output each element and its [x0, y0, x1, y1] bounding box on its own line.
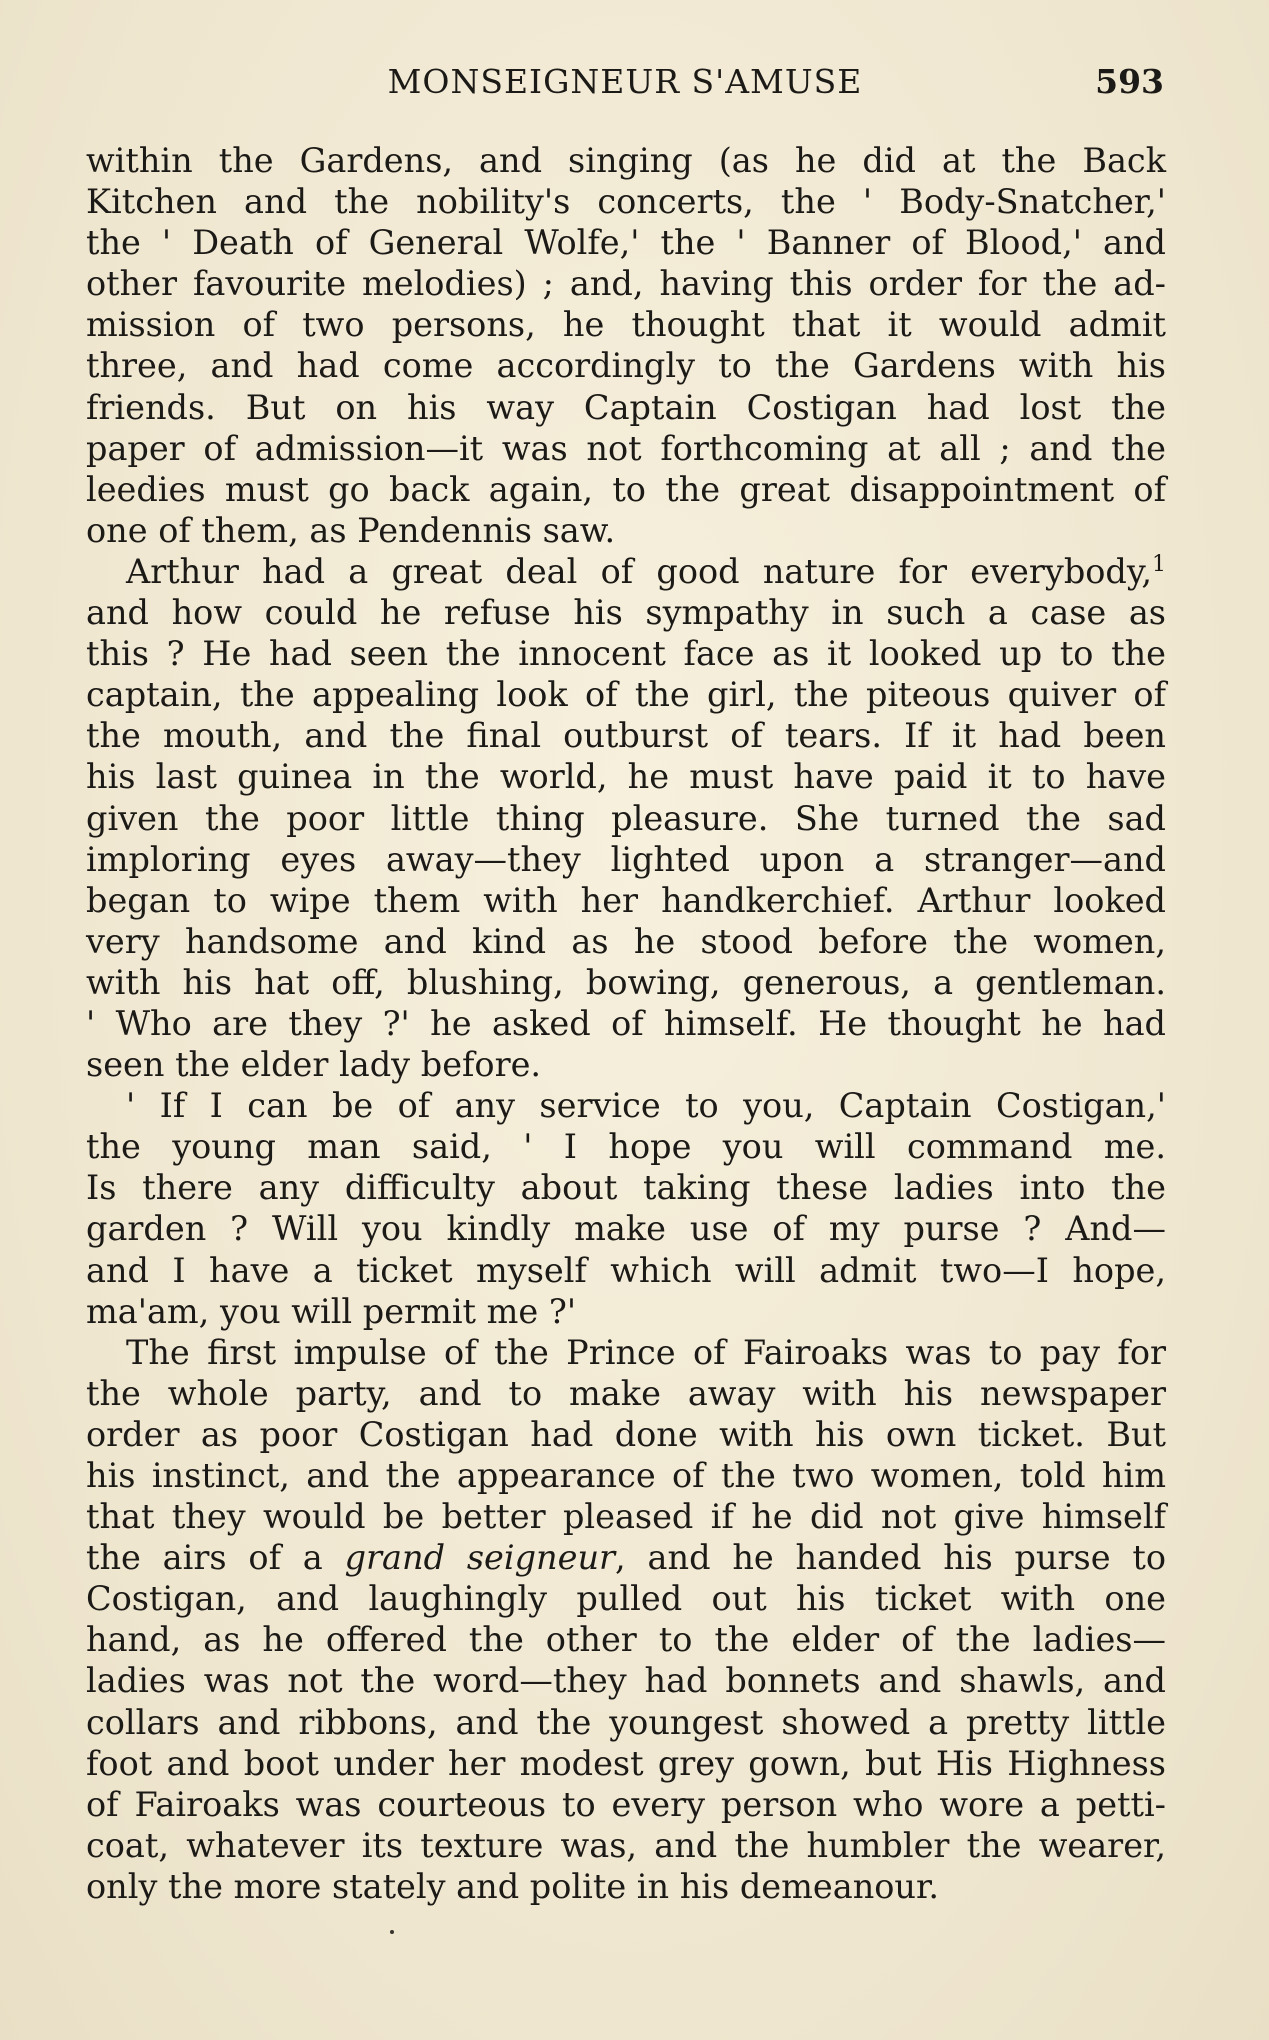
text-line: friends. But on his way Captain Costigan had lost the [86, 387, 1166, 427]
text-line: seen the elder lady before. [86, 1045, 542, 1085]
line-text: , and he handed his purse to [615, 1538, 1167, 1578]
running-title: MONSEIGNEUR S'AMUSE [387, 62, 863, 101]
text-line: imploring eyes away—they lighted upon a stranger—and [86, 839, 1166, 879]
text-line: with his hat off, blushing, bowing, generous, a gentleman. [86, 962, 1166, 1002]
text-line: coat, whatever its texture was, and the humbler the wearer, [86, 1825, 1166, 1865]
text-line: The first impulse of the Prince of Fairoaks was to pay for [126, 1332, 1166, 1372]
text-line: the young man said, ' I hope you will command me. [86, 1127, 1166, 1167]
text-line: ' Who are they ?' he asked of himself. He thought he had [86, 1003, 1166, 1043]
text-line: that they would be better pleased if he did not give himself [86, 1497, 1166, 1537]
text-line: three, and had come accordingly to the Gardens with his [86, 346, 1166, 386]
text-line: of Fairoaks was courteous to every person who wore a petti- [86, 1784, 1166, 1824]
line-text: Arthur had a great deal of good nature for everybody, [126, 551, 1152, 591]
text-line: ma'am, you will permit me ?' [86, 1291, 577, 1331]
text-line [86, 551, 1166, 592]
text-line: very handsome and kind as he stood before the women, [86, 921, 1166, 961]
text-line: garden ? Will you kindly make use of my purse ? And— [86, 1209, 1166, 1249]
footnote-reference: 1 [1152, 551, 1166, 577]
text-line: the whole party, and to make away with his newspaper [86, 1373, 1166, 1413]
text-line [86, 1537, 1166, 1578]
body-text [86, 140, 1166, 1907]
text-line: Is there any difficulty about taking these ladies into the [86, 1168, 1166, 1208]
text-line: captain, the appealing look of the girl, the piteous quiver of [86, 675, 1166, 715]
text-line: Kitchen and the nobility's concerts, the ' Body-Snatcher,' [86, 182, 1166, 222]
text-line: given the poor little thing pleasure. She turned the sad [86, 798, 1166, 838]
text-line: one of them, as Pendennis saw. [86, 510, 616, 550]
running-head [86, 62, 1164, 106]
text-line: the mouth, and the final outburst of tears. If it had been [86, 716, 1166, 756]
text-line: ladies was not the word—they had bonnets and shawls, and [86, 1661, 1166, 1701]
text-line: mission of two persons, he thought that it would admit [86, 305, 1166, 345]
text-line: the ' Death of General Wolfe,' the ' Banner of Blood,' and [86, 223, 1166, 263]
text-line: began to wipe them with her handkerchief. Arthur looked [86, 880, 1166, 920]
text-line: other favourite melodies) ; and, having this order for the ad- [86, 264, 1166, 304]
text-line: and how could he refuse his sympathy in such a case as [86, 593, 1166, 633]
text-line: order as poor Costigan had done with his own ticket. But [86, 1414, 1166, 1454]
paragraph-4 [86, 1332, 1166, 1907]
paragraph-1 [86, 140, 1166, 551]
text-line: Costigan, and laughingly pulled out his ticket with one [86, 1579, 1166, 1619]
page-number: 593 [1095, 62, 1164, 101]
ink-speck [390, 1930, 394, 1934]
paragraph-2 [86, 551, 1166, 1085]
italic-phrase: grand seigneur [344, 1538, 616, 1578]
text-line: hand, as he offered the other to the elder of the ladies— [86, 1620, 1166, 1660]
text-line: this ? He had seen the innocent face as it looked up to the [86, 634, 1166, 674]
text-line: his last guinea in the world, he must have paid it to have [86, 757, 1166, 797]
paragraph-3 [86, 1085, 1166, 1332]
text-line: and I have a ticket myself which will admit two—I hope, [86, 1250, 1166, 1290]
text-line: only the more stately and polite in his demeanour. [86, 1866, 939, 1906]
text-line: his instinct, and the appearance of the two women, told him [86, 1456, 1166, 1495]
text-line: foot and boot under her modest grey gown, but His Highness [86, 1743, 1166, 1783]
text-line: within the Gardens, and singing (as he did at the Back [86, 141, 1166, 180]
text-line: ' If I can be of any service to you, Captain Costigan,' [126, 1086, 1166, 1126]
text-line: paper of admission—it was not forthcoming at all ; and the [86, 428, 1166, 468]
text-line: leedies must go back again, to the great disappointment of [86, 469, 1166, 509]
line-text: the airs of a [86, 1538, 345, 1578]
text-line: collars and ribbons, and the youngest showed a pretty little [86, 1702, 1166, 1742]
